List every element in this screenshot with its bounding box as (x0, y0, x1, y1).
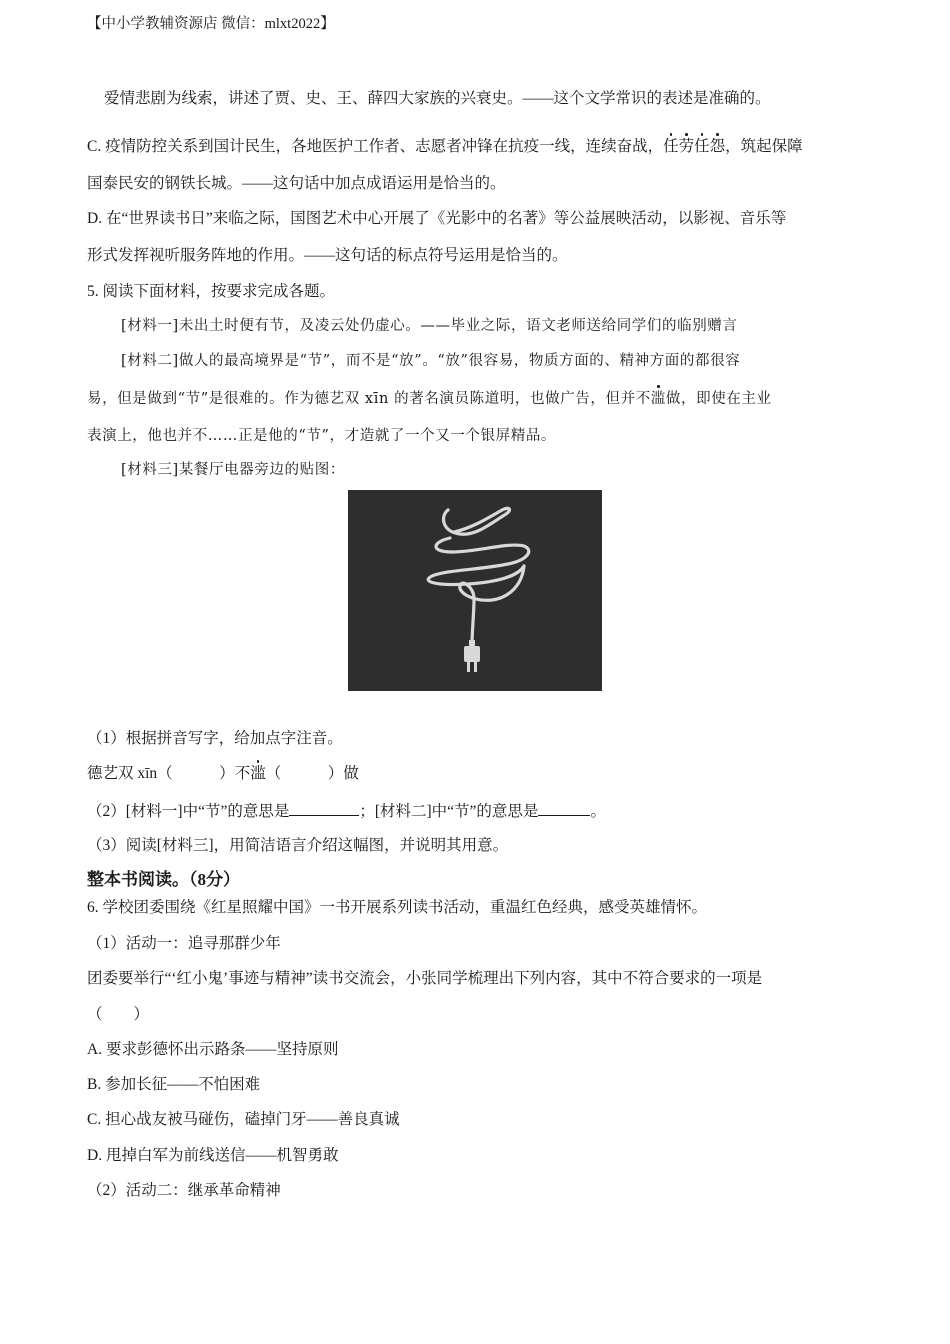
answer-blank-b[interactable]: （ ）做 (265, 765, 359, 782)
sub2-text-end: 。 (590, 803, 606, 820)
q4-option-c (87, 137, 803, 157)
q4-option-d-line2: 形式发挥视听服务阵地的作用。——这句话的标点符号运用是恰当的。 (87, 247, 568, 264)
q5-sub1-answer (87, 764, 359, 784)
q5-intro: 5. 阅读下面材料，按要求完成各题。 (87, 283, 336, 300)
q4-c-text: C. 疫情防控关系到国计民生，各地医护工作者、志愿者冲锋在抗疫一线，连续奋战， (87, 138, 664, 155)
q5-sub3: （3）阅读[材料三]，用简洁语言介绍这幅图，并说明其用意。 (87, 837, 509, 854)
q6-option-b: B. 参加长征——不怕困难 (87, 1076, 261, 1093)
q6-option-a: A. 要求彭德怀出示路条——坚持原则 (87, 1041, 339, 1058)
q4-option-c-line2: 国泰民安的钢铁长城。——这句话中加点成语运用是恰当的。 (87, 175, 506, 192)
answer-blank-1[interactable] (289, 801, 359, 816)
q5-material-1: [材料一]未出土时便有节，及凌云处仍虚心。——毕业之际，语文老师送给同学们的临别赠言 (121, 318, 738, 334)
q6-option-c: C. 担心战友被马碰伤，磕掉门牙——善良真诚 (87, 1111, 400, 1128)
answer-blank-a[interactable]: 德艺双 xīn（ ） (87, 765, 235, 782)
q6-answer-paren[interactable]: （ ） (87, 1006, 150, 1023)
q4-c-text-end: ，筑起保障 (725, 138, 803, 155)
sub2-text-mid: ；[材料二]中“节”的意思是 (359, 803, 539, 820)
q6-activity-2: （2）活动二：继承革命精神 (87, 1182, 281, 1199)
q6-activity-1: （1）活动一：追寻那群少年 (87, 935, 281, 952)
q6-intro: 6. 学校团委围绕《红星照耀中国》一书开展系列读书活动，重温红色经典，感受英雄情怀。 (87, 899, 708, 916)
q5-material-2-line1: [材料二]做人的最高境界是“节”，而不是“放”。“放”很容易，物质方面的、精神方面的都很容 (121, 353, 741, 369)
q6-option-d: D. 甩掉白军为前线送信——机智勇敢 (87, 1147, 339, 1164)
dotted-char: 任 (663, 138, 679, 155)
q5-sub1: （1）根据拼音写字，给加点字注音。 (87, 730, 343, 747)
section-heading: 整本书阅读。（8分） (87, 870, 240, 889)
dotted-char: 滥 (250, 765, 266, 782)
dotted-char: 滥 (650, 391, 666, 407)
page-header: 【中小学教辅资源店 微信：mlxt2022】 (87, 16, 335, 32)
dotted-char: 怨 (709, 138, 726, 155)
q4-option-d-line1: D. 在“世界读书日”来临之际，国图艺术中心开展了《光影中的名著》等公益展映活动，以影视、音乐等 (87, 210, 787, 227)
q5-material-2-line2 (87, 389, 772, 409)
q5-material-2-line3: 表演上，他也并不……正是他的“节”，才造就了一个又一个银屏精品。 (87, 428, 557, 444)
m2-text: 易，但是做到“节”是很难的。作为德艺双 xīn 的著名演员陈道明，也做广告，但并不 (87, 391, 651, 407)
sub2-text: （2）[材料一]中“节”的意思是 (87, 803, 290, 820)
answer-blank-2[interactable] (538, 801, 590, 816)
dotted-char: 劳 (678, 138, 695, 155)
dotted-char: 任 (694, 138, 710, 155)
q6-activity-1-desc: 团委要举行“‘红小鬼’事迹与精神”读书交流会，小张同学梳理出下列内容，其中不符合要求的一项是 (87, 970, 763, 987)
q4-option-b-continuation: 爱情悲剧为线索，讲述了贾、史、王、薛四大家族的兴衰史。——这个文学常识的表述是准确的。 (104, 90, 771, 107)
m2-text-end: 做，即使在主业 (665, 391, 772, 407)
q5-sub2 (87, 801, 606, 822)
q5-material-3: [材料三]某餐厅电器旁边的贴图： (121, 462, 345, 478)
q4-c-dotted-idiom (663, 138, 725, 155)
unplugged-cord-image (348, 490, 602, 691)
sub1-b-prefix: 不 (234, 765, 251, 782)
